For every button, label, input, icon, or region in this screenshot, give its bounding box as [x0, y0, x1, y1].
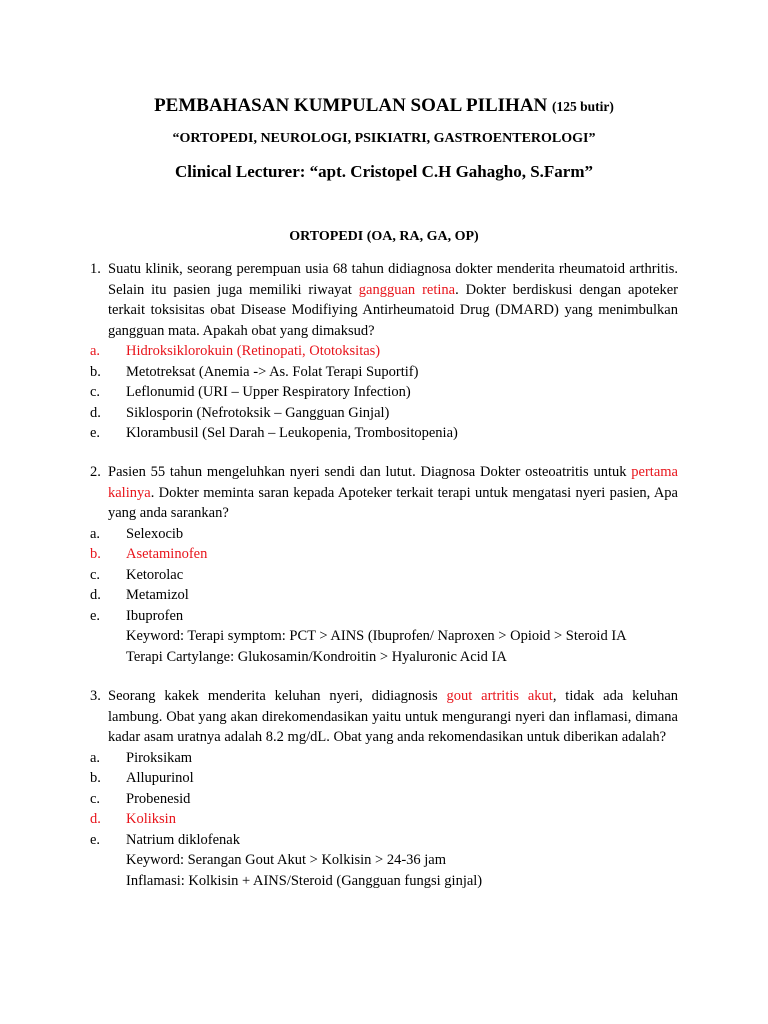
question-2	[90, 462, 678, 667]
highlight-keyword: gout artritis akut	[446, 688, 553, 704]
highlight-keyword: gangguan retina	[358, 281, 456, 298]
question-3	[90, 686, 678, 891]
option-text: Ibuprofen	[126, 607, 184, 624]
option-item: e. Klorambusil (Sel Darah – Leukopenia, Trombositopenia)	[90, 423, 678, 444]
option-item: d. Siklosporin (Nefrotoksik – Gangguan Ginjal)	[90, 403, 678, 424]
option-text: Asetaminofen	[126, 546, 208, 563]
keyword-note: Keyword: Terapi symptom: PCT > AINS (Ibuprofen/ Naproxen > Opioid > Steroid IA	[126, 628, 627, 645]
question-number: 2.	[90, 464, 101, 480]
option-item: a. Piroksikam	[90, 748, 678, 769]
option-item: e. Ibuprofen	[90, 606, 678, 627]
question-1	[90, 259, 678, 444]
section-heading: ORTOPEDI (OA, RA, GA, OP)	[289, 229, 479, 244]
option-item: d. Koliksin	[90, 809, 678, 830]
option-text: Siklosporin (Nefrotoksik – Gangguan Ginjal)	[126, 404, 390, 421]
option-text: Klorambusil (Sel Darah – Leukopenia, Trombositopenia)	[126, 425, 458, 442]
question-number: 3.	[90, 688, 101, 704]
question-text: Suatu klinik, seorang perempuan usia 68 tahun didiagnosa dokter menderita rheumatoid arthritis. Selain itu pasien juga memiliki riwayat gangguan retina. Dokter berdiskusi dengan apoteker terkait toksisitas obat Disease Modifiying Antirheumatoid Drug (DMARD) yang menimbulkan gangguan mata. Apakah obat yang dimaksud?	[108, 261, 678, 339]
question-text: Pasien 55 tahun mengeluhkan nyeri sendi dan lutut. Diagnosa Dokter osteoatritis untuk pertama kalinya. Dokter meminta saran kepada Apoteker terkait terapi untuk mengatasi nyeri pasien, Apa yang anda sarankan?	[108, 464, 678, 522]
option-text: Ketorolac	[126, 566, 184, 583]
option-item: a. Selexocib	[90, 524, 678, 545]
keyword-note: Keyword: Serangan Gout Akut > Kolkisin > 24-36 jam	[126, 852, 447, 869]
option-text: Leflonumid (URI – Upper Respiratory Infection)	[126, 384, 411, 401]
keyword-note: Inflamasi: Kolkisin + AINS/Steroid (Gangguan fungsi ginjal)	[126, 872, 483, 889]
question-number: 1.	[90, 261, 101, 277]
option-text: Koliksin	[126, 811, 176, 828]
option-item: b. Metotreksat (Anemia -> As. Folat Terapi Suportif)	[90, 362, 678, 383]
option-text: Metamizol	[126, 587, 189, 604]
option-item: e. Natrium diklofenak	[90, 830, 678, 851]
title-text: PEMBAHASAN KUMPULAN SOAL PILIHAN	[154, 95, 548, 116]
option-item: c. Ketorolac	[90, 565, 678, 586]
document-subtitle: “ORTOPEDI, NEUROLOGI, PSIKIATRI, GASTROENTEROLOGI”	[172, 131, 596, 146]
option-item: b. Asetaminofen	[90, 544, 678, 565]
option-item: d. Metamizol	[90, 585, 678, 606]
option-item: b. Allupurinol	[90, 768, 678, 789]
question-text: Seorang kakek menderita keluhan nyeri, didiagnosis gout artritis akut, tidak ada keluhan lambung. Obat yang akan direkomendasikan yaitu untuk mengurangi nyeri dan inflamasi, dimana kadar asam uratnya adalah 8.2 mg/dL. Obat yang anda rekomendasikan untuk diberikan adalah?	[108, 688, 678, 746]
document-title	[0, 94, 768, 119]
item-count: (125 butir)	[552, 99, 614, 114]
lecturer-line: Clinical Lecturer: “apt. Cristopel C.H Gahagho, S.Farm”	[174, 162, 594, 181]
option-item: c. Leflonumid (URI – Upper Respiratory Infection)	[90, 382, 678, 403]
option-text: Natrium diklofenak	[126, 831, 240, 848]
keyword-note: Terapi Cartylange: Glukosamin/Kondroitin > Hyaluronic Acid IA	[126, 648, 507, 665]
option-text: Metotreksat (Anemia -> As. Folat Terapi Suportif)	[126, 363, 419, 380]
option-item: a. Hidroksiklorokuin (Retinopati, Ototoksitas)	[90, 341, 678, 362]
option-text: Piroksikam	[126, 749, 193, 766]
option-text: Probenesid	[126, 790, 191, 807]
option-text: Selexocib	[126, 525, 184, 542]
highlight-keyword: pertama kalinya	[108, 464, 678, 501]
option-item: c. Probenesid	[90, 789, 678, 810]
option-text: Hidroksiklorokuin (Retinopati, Ototoksitas)	[126, 343, 381, 360]
option-text: Allupurinol	[126, 770, 194, 787]
